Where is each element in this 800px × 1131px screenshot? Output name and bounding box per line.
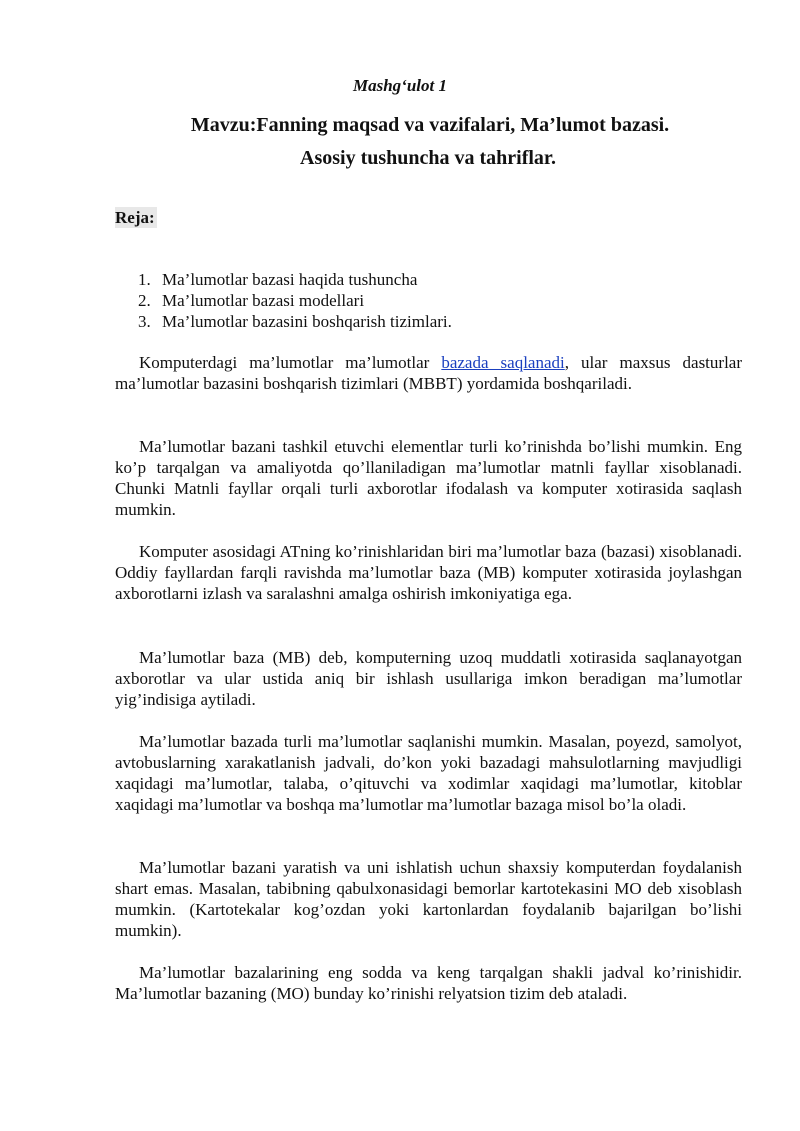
plan-item-number: 3. [138,312,151,331]
paragraph-1-start: Komputerdagi ma’lumotlar ma’lumotlar [139,353,442,372]
topic-title-line-1: Mavzu:Fanning maqsad va vazifalari, Ma’lumot bazasi. [190,114,670,136]
paragraph-2: Ma’lumotlar bazani tashkil etuvchi elementlar turli ko’rinishda bo’lishi mumkin. Eng ko’p tarqalgan va amaliyotda qo’llaniladigan ma’lumotlar matnli fayllar xisoblanadi. Chunki Matnli fayllar orqali turli axborotlar ifodalash va komputer xotirasida saqlash mumkin. [115,437,742,519]
plan-list-item [138,311,452,332]
paragraph-6: Ma’lumotlar bazani yaratish va uni ishlatish uchun shaxsiy komputerdan foydalanish shart emas. Masalan, tabibning qabulxonasidagi bemorlar kartotekasini MO deb xisoblash mumkin. (Kartotekalar kog’ozdan yoki kartonlardan foydalanib bajarilgan bo’lishi mumkin). [115,858,742,940]
plan-list [138,269,452,332]
plan-list-item [138,290,452,311]
plan-item-number: 2. [138,291,151,310]
paragraph-3: Komputer asosidagi ATning ko’rinishlaridan biri ma’lumotlar baza (bazasi) xisoblanadi. Oddiy fayllardan farqli ravishda ma’lumotlar baza (MB) komputer xotirasida joylashgan axborotlarni izlash va saralashni amalga oshirish imkoniyatiga ega. [115,542,742,603]
exercise-subtitle: Mashg‘ulot 1 [353,76,447,95]
plan-heading: Reja: [115,208,155,227]
paragraph-5: Ma’lumotlar bazada turli ma’lumotlar saqlanishi mumkin. Masalan, poyezd, samolyot, avtobuslarning xarakatlanish jadvali, do’kon yoki bazadagi mahsulotlarning mavjudligi xaqidagi ma’lumotlar, talaba, o’qituvchi va xodimlar xaqidagi ma’lumotlar, kitoblar xaqidagi ma’lumotlar va boshqa ma’lumotlar ma’lumotlar bazaga misol bo’la oladi. [115,732,742,814]
topic-title-line-2: Asosiy tushuncha va tahriflar. [300,147,556,169]
paragraph-7: Ma’lumotlar bazalarining eng sodda va keng tarqalgan shakli jadval ko’rinishidir. Ma’lumotlar bazaning (MO) bunday ko’rinishi relyatsion tizim deb ataladi. [115,963,742,1003]
plan-item-text: Ma’lumotlar bazasini boshqarish tizimlari. [162,312,452,331]
paragraph-4: Ma’lumotlar baza (MB) deb, komputerning uzoq muddatli xotirasida saqlanayotgan axborotlar va ular ustida aniq bir ishlash usullariga imkon beradigan ma’lumotlar yig’indisiga aytiladi. [115,648,742,709]
plan-item-text: Ma’lumotlar bazasi haqida tushuncha [162,270,418,289]
plan-item-number: 1. [138,270,151,289]
plan-list-item [138,269,452,290]
bazada-saqlanadi-link[interactable]: bazada saqlanadi [441,353,565,372]
paragraph-1 [115,352,742,394]
paragraph-1-end: , ular maxsus dasturlar ma’lumotlar bazasini boshqarish tizimlari (MBBT) yordamida boshqariladi. [115,353,743,393]
plan-item-text: Ma’lumotlar bazasi modellari [162,291,365,310]
